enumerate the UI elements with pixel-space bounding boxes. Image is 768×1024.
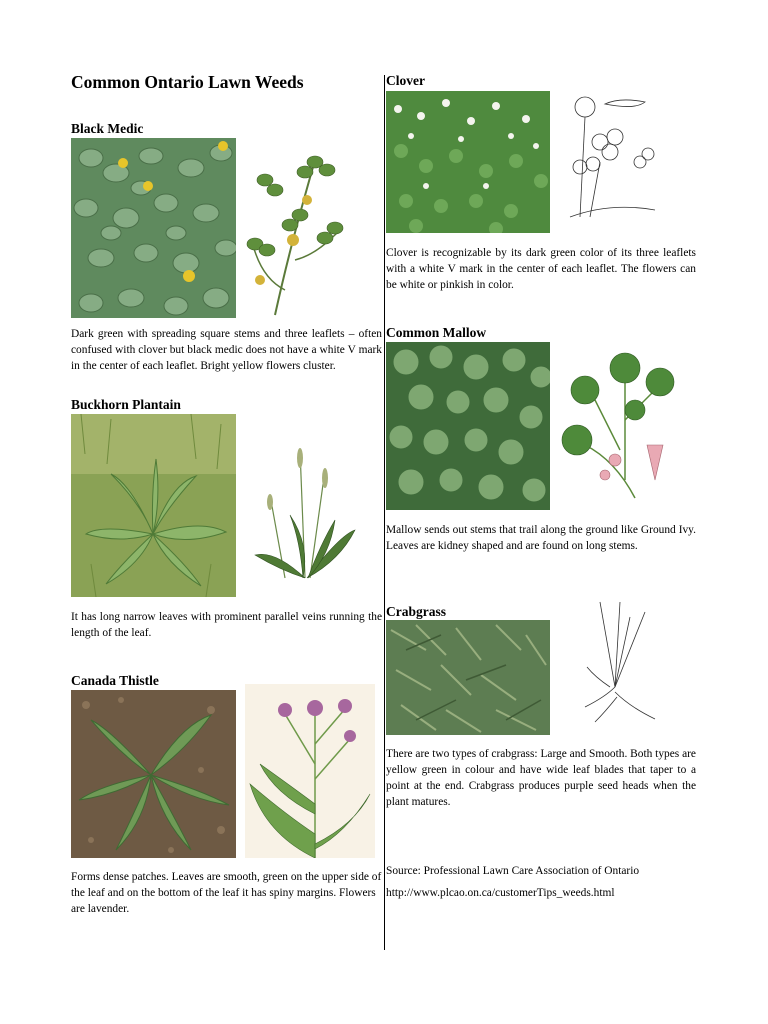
column-divider (384, 75, 385, 950)
source-url[interactable]: http://www.plcao.on.ca/customerTips_weeds.html (386, 887, 615, 899)
buckhorn-plantain-illustration (245, 440, 360, 580)
common-mallow-description: Mallow sends out stems that trail along the ground like Ground Ivy. Leaves are kidney shaped and are found on long stems. (386, 524, 696, 552)
crabgrass-description: There are two types of crabgrass: Large and Smooth. Both types are yellow green in colour and have wide leaf blades that taper to a point at the end. Crabgrass produces purple seed heads when the plant matures. (386, 748, 696, 808)
black-medic-description: Dark green with spreading square stems and three leaflets – often confused with clover but black medic does not have a white V mark in the center of each leaflet. Bright yellow flowers cluster. (71, 328, 382, 372)
canada-thistle-illustration (245, 684, 375, 858)
buckhorn-plantain-heading: Buckhorn Plantain (71, 397, 181, 412)
canada-thistle-description: Forms dense patches. Leaves are smooth, green on the upper side of the leaf and on the bottom of the leaf it has spiny margins. Flowers are lavender. (71, 871, 382, 915)
canada-thistle-photo (71, 690, 236, 858)
clover-description: Clover is recognizable by its dark green color of its three leaflets with a white V mark in the center of each leaflet. The flowers can be white or pinkish in color. (386, 247, 696, 291)
black-medic-heading: Black Medic (71, 121, 144, 136)
common-mallow-illustration (555, 350, 685, 500)
crabgrass-photo (386, 620, 550, 735)
black-medic-illustration (245, 140, 350, 318)
canada-thistle-heading: Canada Thistle (71, 673, 159, 688)
clover-heading: Clover (386, 73, 425, 88)
clover-illustration (560, 92, 660, 220)
black-medic-photo (71, 138, 236, 318)
common-mallow-heading: Common Mallow (386, 325, 487, 340)
source-label: Source: Professional Lawn Care Association of Ontario (386, 865, 640, 877)
buckhorn-plantain-photo (71, 414, 236, 597)
page-title: Common Ontario Lawn Weeds (71, 72, 304, 92)
clover-photo (386, 91, 550, 233)
buckhorn-plantain-description: It has long narrow leaves with prominent parallel veins running the length of the leaf. (71, 611, 382, 639)
crabgrass-heading: Crabgrass (386, 604, 446, 619)
common-mallow-photo (386, 342, 550, 510)
crabgrass-illustration (575, 597, 660, 725)
